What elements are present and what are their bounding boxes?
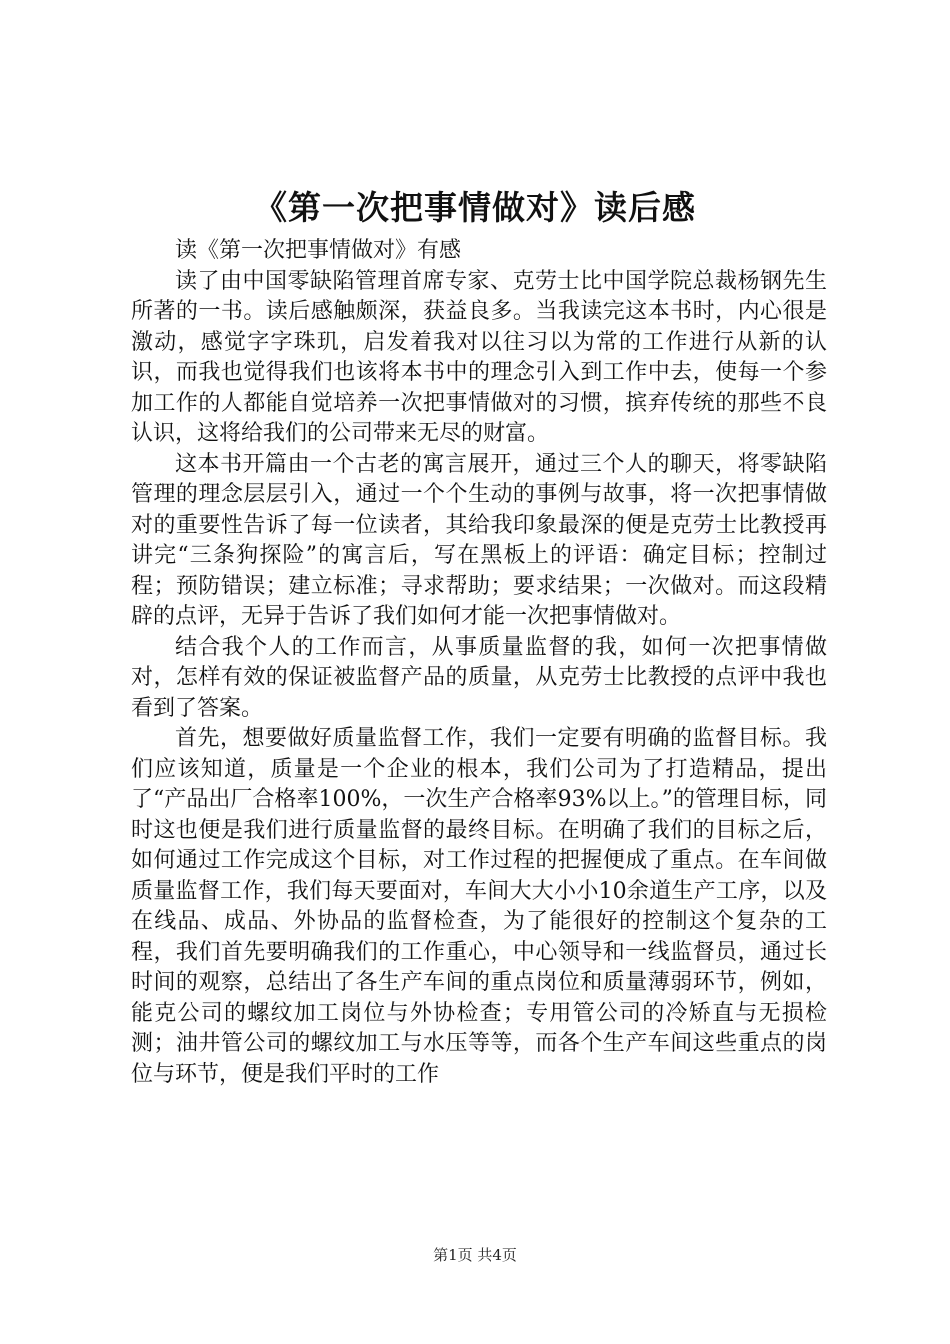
body-paragraph: 这本书开篇由一个古老的寓言展开，通过三个人的聊天，将零缺陷管理的理念层层引入，通过一个个生动的事例与故事，将一次把事情做对的重要性告诉了每一位读者，其给我印象最深的便是克劳士比教授再讲完“三条狗探险”的寓言后，写在黑板上的评语：确定目标；控制过程；预防错误；建立标准；寻求帮助；要求结果；一次做对。而这段精辟的点评，无异于告诉了我们如何才能一次把事情做对。: [131, 451, 827, 629]
body-paragraph: 读了由中国零缺陷管理首席专家、克劳士比中国学院总裁杨钢先生所著的一书。读后感触颇深，获益良多。当我读完这本书时，内心很是激动，感觉字字珠玑，启发着我对以往习以为常的工作进行从新的认识，而我也觉得我们也该将本书中的理念引入到工作中去，使每一个参加工作的人都能自觉培养一次把事情做对的习惯，摈弃传统的那些不良认识，这将给我们的公司带来无尽的财富。: [131, 268, 827, 446]
page-footer: 第1页 共4页: [433, 1246, 517, 1264]
body-paragraph: 首先，想要做好质量监督工作，我们一定要有明确的监督目标。我们应该知道，质量是一个企业的根本，我们公司为了打造精品，提出了“产品出厂合格率100%，一次生产合格率93%以上。”的管理目标，同时这也便是我们进行质量监督的最终目标。在明确了我们的目标之后，如何通过工作完成这个目标，对工作过程的把握便成了重点。在车间做质量监督工作，我们每天要面对，车间大大小小10余道生产工序，以及在线品、成品、外协品的监督检查，为了能很好的控制这个复杂的工程，我们首先要明确我们的工作重心，中心领导和一线监督员，通过长时间的观察，总结出了各生产车间的重点岗位和质量薄弱环节，例如，能克公司的螺纹加工岗位与外协检查；专用管公司的冷矫直与无损检测；油井管公司的螺纹加工与水压等等，而各个生产车间这些重点的岗位与环节，便是我们平时的工作: [131, 726, 827, 1087]
body-paragraph: 结合我个人的工作而言，从事质量监督的我，如何一次把事情做对，怎样有效的保证被监督产品的质量，从克劳士比教授的点评中我也看到了答案。: [131, 634, 827, 721]
document-title: 《第一次把事情做对》读后感: [254, 188, 696, 227]
subtitle-paragraph: 读《第一次把事情做对》有感: [175, 238, 462, 263]
document-body: [131, 236, 827, 1090]
